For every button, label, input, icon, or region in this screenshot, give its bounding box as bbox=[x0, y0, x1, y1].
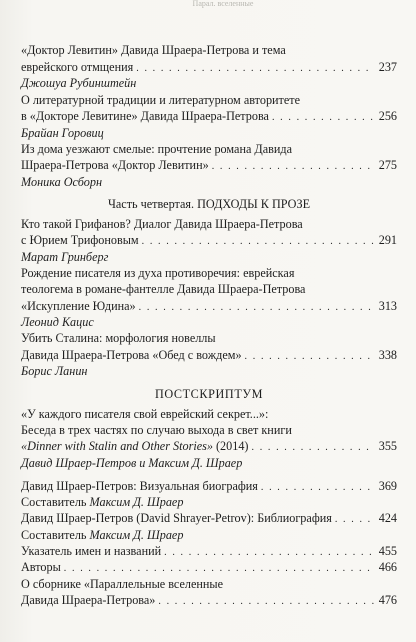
toc-entry-compiler: Составитель Максим Д. Шраер bbox=[21, 528, 184, 542]
page-number: 237 bbox=[378, 60, 397, 74]
toc-entry-line: Давида Шраера-Петрова» . . . 476 bbox=[21, 592, 397, 610]
page-number: 313 bbox=[378, 299, 397, 313]
leader-dots bbox=[335, 512, 374, 528]
page-number: 338 bbox=[378, 348, 397, 362]
toc-entry-line: с Юрием Трифоновым . . . 291 bbox=[21, 232, 397, 250]
toc-entry-line: Авторы . . . 466 bbox=[21, 559, 397, 577]
toc-entry-author: Давид Шраер-Петров и Максим Д. Шраер bbox=[21, 456, 243, 470]
toc-entry-title: Из дома уезжают смелые: прочтение романа Давида bbox=[21, 142, 293, 156]
toc-entry-author: Леонид Кацис bbox=[21, 315, 94, 329]
leader-dots bbox=[212, 159, 374, 175]
part-heading: Часть четвертая. ПОДХОДЫ К ПРОЗЕ bbox=[107, 197, 311, 211]
page-number: 476 bbox=[378, 593, 397, 607]
leader-dots bbox=[272, 110, 374, 126]
running-head: Парал. вселенные bbox=[192, 0, 254, 8]
toc-entry-title: О литературной традиции и литературном авторитете bbox=[21, 93, 301, 107]
page-number: 291 bbox=[378, 233, 397, 247]
page-number: 369 bbox=[378, 479, 397, 493]
page-number: 424 bbox=[378, 511, 397, 525]
leader-dots bbox=[64, 561, 374, 577]
toc-entry-line: Указатель имен и названий . . . 455 bbox=[21, 543, 397, 561]
toc-entry-compiler: Составитель Максим Д. Шраер bbox=[21, 495, 184, 509]
toc-entry-title: Рождение писателя из духа противоречия: еврейская bbox=[21, 266, 295, 280]
toc-entry-title: «У каждого писателя свой еврейский секрет...»: bbox=[21, 407, 269, 421]
section-heading: ПОСТСКРИПТУМ bbox=[154, 387, 264, 401]
toc-entry-author: Борис Ланин bbox=[21, 364, 88, 378]
toc-entry-line: Шраера-Петрова «Доктор Левитин» . . . 275 bbox=[21, 157, 397, 175]
toc-entry-title: Беседа в трех частях по случаю выхода в свет книги bbox=[21, 423, 292, 437]
toc-entry-title: Кто такой Грифанов? Диалог Давида Шраера-Петрова bbox=[21, 217, 303, 231]
toc-entry-title: «Доктор Левитин» Давида Шраера-Петрова и тема bbox=[21, 43, 286, 57]
toc-entry-line: в «Докторе Левитине» Давида Шраера-Петрова . . . 256 bbox=[21, 108, 397, 126]
toc-entry-title: О сборнике «Параллельные вселенные bbox=[21, 577, 223, 591]
page-number: 455 bbox=[378, 544, 397, 558]
toc-entry-author: Брайан Горовиц bbox=[21, 126, 104, 140]
toc-entry-author: Джошуа Рубинштейн bbox=[21, 76, 137, 90]
page-number: 466 bbox=[378, 560, 397, 574]
toc-entry-line: еврейского отмщения . . . 237 bbox=[21, 59, 397, 77]
toc-entry-line: Давид Шраер-Петров (David Shrayer-Petrov): Библиография . . . 424 bbox=[21, 510, 397, 528]
toc-entry-author: Марат Гринберг bbox=[21, 250, 109, 264]
page-number: 256 bbox=[378, 109, 397, 123]
toc-entry-title: Убить Сталина: морфология новеллы bbox=[21, 331, 216, 345]
page-number: 355 bbox=[378, 439, 397, 453]
page-number: 275 bbox=[378, 158, 397, 172]
leader-dots bbox=[158, 594, 374, 610]
toc-entry-line: «Dinner with Stalin and Other Stories» (2014) . . . 355 bbox=[21, 438, 397, 456]
toc-entry-line: «Искупление Юдина» . . . 313 bbox=[21, 298, 397, 316]
leader-dots bbox=[142, 234, 374, 250]
toc-entry-line: Давида Шраера-Петрова «Обед с вождем» . . . 338 bbox=[21, 347, 397, 365]
toc-entry-author: Моника Осборн bbox=[21, 175, 103, 189]
toc-entry-title: теологема в романе-фантелле Давида Шраера-Петрова bbox=[21, 282, 306, 296]
leader-dots bbox=[252, 440, 375, 456]
toc-entry-line: Давид Шраер-Петров: Визуальная биография . . . 369 bbox=[21, 478, 397, 496]
